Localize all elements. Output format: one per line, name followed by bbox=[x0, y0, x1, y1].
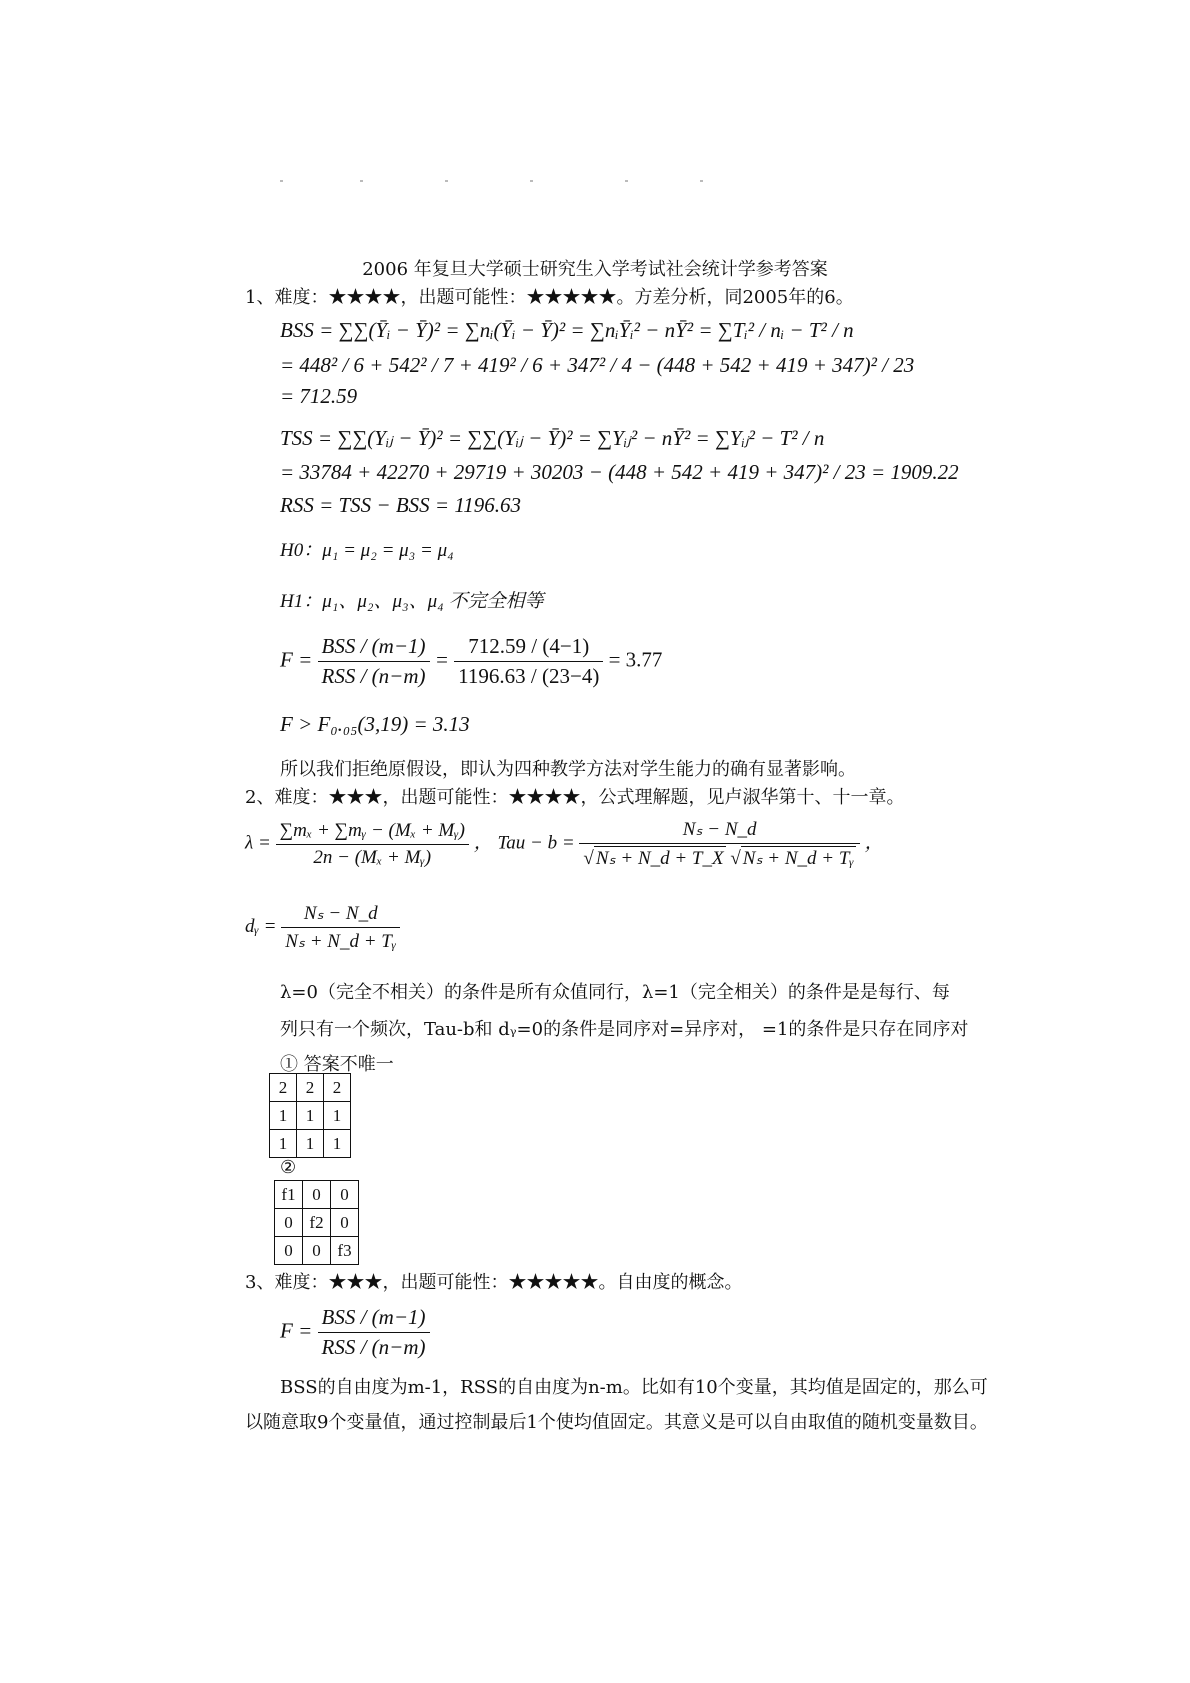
q2-dy-formula bbox=[245, 902, 400, 953]
table-cell: 1 bbox=[270, 1102, 297, 1130]
table-cell: 2 bbox=[297, 1074, 324, 1102]
f-numeric-denominator: 1196.63 / (23−4) bbox=[458, 664, 600, 688]
q2-answer1-label: ① 答案不唯一 bbox=[280, 1054, 394, 1075]
q2-answer2-label: ② bbox=[280, 1157, 297, 1178]
q1-tss-equation-line2: = 33784 + 42270 + 29719 + 30203 − (448 + 542 + 419 + 347)² / 23 = 1909.22 bbox=[280, 460, 959, 484]
lambda-lhs: λ = bbox=[245, 832, 271, 854]
q2-explanation-line1: λ=0（完全不相关）的条件是所有众值同行，λ=1（完全相关）的条件是是每行、每 bbox=[280, 982, 950, 1003]
q1-bss-equation-line1: BSS = ∑∑(Ȳᵢ − Ȳ)² = ∑nᵢ(Ȳᵢ − Ȳ)² = ∑nᵢȲᵢ² − nȲ² = ∑Tᵢ² / nᵢ − T² / n bbox=[280, 318, 854, 342]
q1-bss-result: = 712.59 bbox=[280, 384, 358, 408]
q2-answer2-table bbox=[274, 1180, 359, 1265]
formula-end-comma: ， bbox=[864, 832, 884, 854]
table-cell: 2 bbox=[324, 1074, 351, 1102]
table-cell: 1 bbox=[297, 1130, 324, 1158]
q1-rss-equation: RSS = TSS − BSS = 1196.63 bbox=[280, 493, 522, 517]
lambda-numerator: ∑mₓ + ∑mᵧ − (Mₓ + Mᵧ) bbox=[276, 820, 469, 845]
taub-fraction bbox=[579, 818, 859, 870]
formula-separator: ， bbox=[473, 832, 493, 854]
page-title: 2006 年复旦大学硕士研究生入学考试社会统计学参考答案 bbox=[362, 259, 828, 280]
taub-sqrt-b: Nₛ + N_d + Tᵧ bbox=[742, 848, 854, 869]
f-numeric-numerator: 712.59 / (4−1) bbox=[454, 634, 603, 662]
taub-denominator: √ Nₛ + N_d + T_X √ Nₛ + N_d + Tᵧ bbox=[583, 848, 854, 869]
table-row bbox=[270, 1074, 351, 1102]
table-cell: f3 bbox=[331, 1237, 359, 1265]
scan-artifact-dots bbox=[280, 180, 780, 186]
table-cell: f1 bbox=[275, 1181, 303, 1209]
f-fraction-numeric bbox=[454, 634, 603, 689]
q3-f-denominator: RSS / (n−m) bbox=[321, 1335, 426, 1359]
q3-f-lhs: F = bbox=[280, 1318, 313, 1343]
q3-f-formula bbox=[280, 1305, 430, 1360]
dy-numerator: Nₛ − N_d bbox=[281, 902, 400, 928]
table-row bbox=[275, 1209, 359, 1237]
table-cell: 0 bbox=[275, 1237, 303, 1265]
dy-lhs: dᵧ = bbox=[245, 915, 277, 937]
q3-explanation-line2: 以随意取9个变量值，通过控制最后1个使均值固定。其意义是可以自由取值的随机变量数目。 bbox=[245, 1412, 988, 1433]
table-cell: 2 bbox=[270, 1074, 297, 1102]
dy-fraction bbox=[281, 902, 400, 953]
q3-heading: 3、难度：★★★，出题可能性：★★★★★。自由度的概念。 bbox=[245, 1272, 743, 1293]
f-lhs: F = bbox=[280, 647, 313, 672]
q1-conclusion: 所以我们拒绝原假设，即认为四种教学方法对学生能力的确有显著影响。 bbox=[280, 759, 856, 780]
q2-answer1-table bbox=[269, 1073, 351, 1158]
q2-explanation-line2: 列只有一个频次，Tau-b和 dᵧ=0的条件是同序对=异序对， =1的条件是只存在同序对 bbox=[280, 1019, 969, 1040]
table-row bbox=[270, 1102, 351, 1130]
table-cell: 1 bbox=[297, 1102, 324, 1130]
f-numerator: BSS / (m−1) bbox=[318, 634, 430, 662]
taub-lhs: Tau − b = bbox=[497, 832, 575, 854]
table-cell: 0 bbox=[303, 1237, 331, 1265]
taub-numerator: Nₛ − N_d bbox=[579, 818, 859, 844]
lambda-fraction bbox=[276, 820, 469, 869]
q2-lambda-taub-formulas bbox=[245, 818, 884, 870]
table-cell: 1 bbox=[324, 1102, 351, 1130]
table-row bbox=[270, 1130, 351, 1158]
f-equals: = bbox=[434, 647, 449, 672]
f-fraction-symbolic bbox=[318, 634, 430, 689]
table-row bbox=[275, 1181, 359, 1209]
table-cell: 0 bbox=[303, 1181, 331, 1209]
f-result: = 3.77 bbox=[608, 647, 663, 672]
table-row bbox=[275, 1237, 359, 1265]
table-cell: 0 bbox=[275, 1209, 303, 1237]
q1-bss-equation-line2: = 448² / 6 + 542² / 7 + 419² / 6 + 347² / 4 − (448 + 542 + 419 + 347)² / 23 bbox=[280, 353, 915, 377]
table-cell: f2 bbox=[303, 1209, 331, 1237]
q3-f-numerator: BSS / (m−1) bbox=[318, 1305, 430, 1333]
q3-f-fraction bbox=[318, 1305, 430, 1360]
f-denominator: RSS / (n−m) bbox=[321, 664, 426, 688]
lambda-denominator: 2n − (Mₓ + Mᵧ) bbox=[313, 846, 432, 868]
table-cell: 0 bbox=[331, 1209, 359, 1237]
q1-null-hypothesis: H0：μ₁ = μ₂ = μ₃ = μ₄ bbox=[280, 540, 454, 561]
q1-tss-equation-line1: TSS = ∑∑(Yᵢⱼ − Ȳ)² = ∑∑(Yᵢⱼ − Ȳ)² = ∑Yᵢⱼ² − nȲ² = ∑Yᵢⱼ² − T² / n bbox=[280, 426, 825, 450]
q1-f-critical-comparison: F > F₀.₀₅(3,19) = 3.13 bbox=[280, 712, 470, 736]
dy-denominator: Nₛ + N_d + Tᵧ bbox=[285, 931, 397, 952]
table-cell: 1 bbox=[324, 1130, 351, 1158]
q3-explanation-line1: BSS的自由度为m-1，RSS的自由度为n-m。比如有10个变量，其均值是固定的，那么可 bbox=[280, 1377, 988, 1398]
table-cell: 0 bbox=[331, 1181, 359, 1209]
q1-heading: 1、难度：★★★★，出题可能性：★★★★★。方差分析，同2005年的6。 bbox=[245, 287, 854, 308]
q1-alt-hypothesis: H1：μ₁、μ₂、μ₃、μ₄ 不完全相等 bbox=[280, 591, 544, 612]
taub-sqrt-a: Nₛ + N_d + T_X bbox=[595, 848, 724, 869]
q1-f-statistic bbox=[280, 634, 662, 689]
q2-heading: 2、难度：★★★，出题可能性：★★★★，公式理解题，见卢淑华第十、十一章。 bbox=[245, 787, 905, 808]
table-cell: 1 bbox=[270, 1130, 297, 1158]
